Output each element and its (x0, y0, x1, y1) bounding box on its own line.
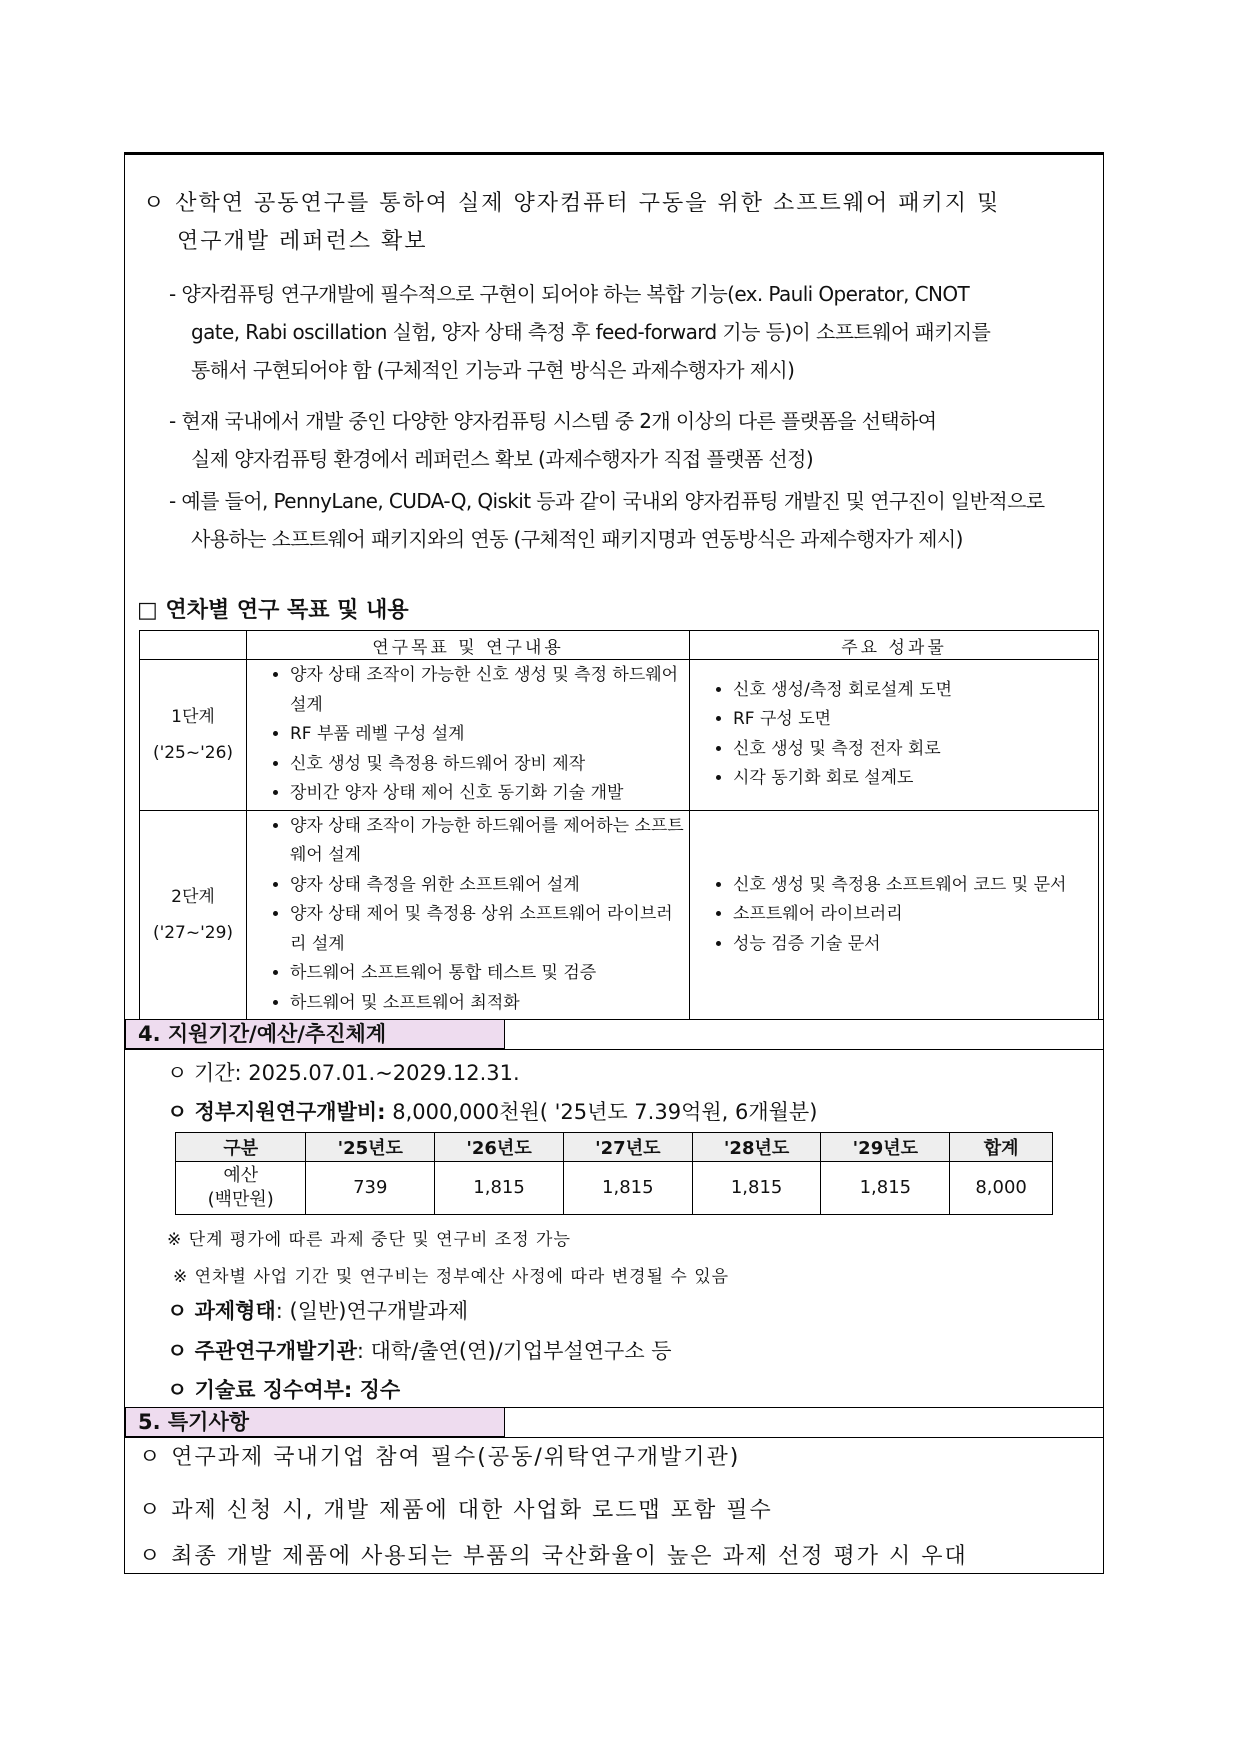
stage-cell-2 (140, 810, 247, 1020)
output-item: • 신호 생성/측정 회로설계 도면 (733, 676, 1097, 706)
budget-col-0: 구분 (176, 1133, 306, 1162)
budget-table (175, 1132, 1053, 1215)
goal-item: • 양자 상태 조작이 가능한 신호 생성 및 측정 하드웨어 설계 (290, 661, 688, 720)
budget-col-3: '27년도 (563, 1133, 692, 1162)
yearly-col-goal: 연구목표 및 연구내용 (247, 631, 690, 660)
yearly-corner-cell (140, 631, 247, 660)
stage-period: ('25~'26) (152, 742, 234, 763)
budget-row-label-2: (백만원) (207, 1189, 274, 1210)
intro-dash1-line3: 통해서 구현되어야 함 (구체적인 기능과 구현 방식은 과제수행자가 제시) (191, 358, 795, 382)
org-label: ㅇ 주관연구개발기관 (167, 1339, 357, 1363)
yearly-table (139, 630, 1099, 1020)
budget-value-cell: 1,815 (692, 1162, 821, 1215)
budget-value-cell: 1,815 (821, 1162, 950, 1215)
org-line (167, 1335, 672, 1365)
output-item: • 소프트웨어 라이브러리 (733, 900, 1097, 930)
goal-item: • 하드웨어 및 소프트웨어 최적화 (290, 989, 688, 1019)
budget-value-cell: 739 (306, 1162, 435, 1215)
budget-value-cell: 1,815 (563, 1162, 692, 1215)
goal-item: • 양자 상태 조작이 가능한 하드웨어를 제어하는 소프트웨어 설계 (290, 812, 688, 871)
budget-label: ㅇ 정부지원연구개발비: (167, 1100, 386, 1124)
goal-item: • RF 부품 레벨 구성 설계 (290, 720, 688, 750)
document-frame (124, 152, 1104, 1574)
outputs-cell-2 (690, 810, 1099, 1020)
budget-value-cell: 1,815 (435, 1162, 564, 1215)
stage-name: 2단계 (171, 886, 215, 907)
goals-cell-2 (247, 810, 690, 1020)
special-item-2: ㅇ 과제 신청 시, 개발 제품에 대한 사업화 로드맵 포함 필수 (139, 1498, 773, 1523)
section5-header-rule (125, 1437, 1103, 1438)
output-item: • 성능 검증 기술 문서 (733, 930, 1097, 960)
intro-dash1-line1: - 양자컴퓨팅 연구개발에 필수적으로 구현이 되어야 하는 복합 기능(ex. Pauli Operator, CNOT (169, 282, 970, 306)
budget-row-label (176, 1162, 306, 1215)
budget-col-4: '28년도 (692, 1133, 821, 1162)
intro-dash2-line2: 실제 양자컴퓨팅 환경에서 레퍼런스 확보 (과제수행자가 직접 플랫폼 선정) (191, 447, 814, 471)
goal-item: • 장비간 양자 상태 제어 신호 동기화 기술 개발 (290, 779, 688, 809)
goal-item: • 양자 상태 제어 및 측정용 상위 소프트웨어 라이브러리 설계 (290, 900, 688, 959)
budget-value: 8,000,000천원( '25년도 7.39억원, 6개월분) (385, 1100, 818, 1124)
goals-cell-1 (247, 660, 690, 811)
budget-value-cell: 8,000 (950, 1162, 1053, 1215)
stage-period: ('27~'29) (152, 922, 234, 943)
budget-col-5: '29년도 (821, 1133, 950, 1162)
type-label: ㅇ 과제형태 (167, 1299, 276, 1323)
outputs-cell-1 (690, 660, 1099, 811)
budget-col-1: '25년도 (306, 1133, 435, 1162)
intro-bullet-line2: 연구개발 레퍼런스 확보 (177, 229, 428, 254)
goal-item: • 신호 생성 및 측정용 하드웨어 장비 제작 (290, 750, 688, 780)
intro-dash3-line2: 사용하는 소프트웨어 패키지와의 연동 (구체적인 패키지명과 연동방식은 과제수행자가 제시) (191, 527, 963, 551)
goal-item: • 양자 상태 측정을 위한 소프트웨어 설계 (290, 871, 688, 901)
output-item: • 신호 생성 및 측정 전자 회로 (733, 735, 1097, 765)
section4-header: 4. 지원기간/예산/추진체계 (125, 1019, 505, 1049)
intro-bullet-line1: ㅇ 산학연 공동연구를 통하여 실제 양자컴퓨터 구동을 위한 소프트웨어 패키지 및 (143, 191, 1001, 216)
type-value: : (일반)연구개발과제 (275, 1299, 469, 1323)
intro-dash1-line2: gate, Rabi oscillation 실험, 양자 상태 측정 후 feed-forward 기능 등)이 소프트웨어 패키지를 (191, 320, 991, 344)
output-item: • 시각 동기화 회로 설계도 (733, 764, 1097, 794)
stage-cell-1 (140, 660, 247, 811)
period-line: ㅇ 기간: 2025.07.01.~2029.12.31. (167, 1061, 520, 1085)
note-1: ※ 단계 평가에 따른 과제 중단 및 연구비 조정 가능 (167, 1230, 571, 1250)
budget-row-label-1: 예산 (223, 1165, 259, 1186)
yearly-title: □ 연차별 연구 목표 및 내용 (137, 598, 409, 623)
type-line (167, 1295, 468, 1325)
special-item-3: ㅇ 최종 개발 제품에 사용되는 부품의 국산화율이 높은 과제 선정 평가 시 우대 (139, 1544, 968, 1569)
stage-name: 1단계 (171, 706, 215, 727)
note-2: ※ 연차별 사업 기간 및 연구비는 정부예산 사정에 따라 변경될 수 있음 (173, 1267, 730, 1287)
budget-line (167, 1096, 817, 1126)
org-value: : 대학/출연(연)/기업부설연구소 등 (356, 1339, 672, 1363)
fee-line: ㅇ 기술료 징수여부: 징수 (167, 1378, 401, 1402)
output-item: • RF 구성 도면 (733, 705, 1097, 735)
section4-header-rule (125, 1049, 1103, 1050)
budget-col-2: '26년도 (435, 1133, 564, 1162)
output-item: • 신호 생성 및 측정용 소프트웨어 코드 및 문서 (733, 871, 1097, 901)
section5-header: 5. 특기사항 (125, 1407, 505, 1437)
intro-dash3-line1: - 예를 들어, PennyLane, CUDA-Q, Qiskit 등과 같이 국내외 양자컴퓨팅 개발진 및 연구진이 일반적으로 (169, 489, 1045, 513)
special-item-1: ㅇ 연구과제 국내기업 참여 필수(공동/위탁연구개발기관) (139, 1445, 741, 1470)
goal-item: • 하드웨어 소프트웨어 통합 테스트 및 검증 (290, 959, 688, 989)
budget-col-6: 합계 (950, 1133, 1053, 1162)
intro-dash2-line1: - 현재 국내에서 개발 중인 다양한 양자컴퓨팅 시스템 중 2개 이상의 다른 플랫폼을 선택하여 (169, 409, 937, 433)
yearly-col-output: 주요 성과물 (690, 631, 1099, 660)
